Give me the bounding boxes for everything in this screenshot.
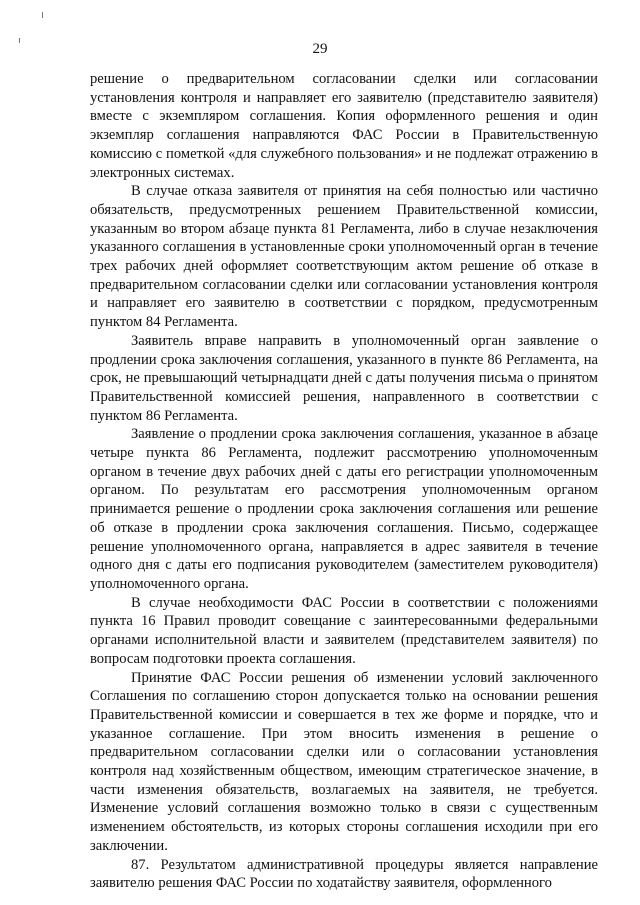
scan-mark [42,12,43,18]
paragraph-87-result: 87. Результатом административной процедуры является направление заявителю решения ФАС России по ходатайству заявителя, оформленного [90,856,598,892]
document-body [90,70,598,893]
paragraph-refusal: В случае отказа заявителя от принятия на себя полностью или частично обязательств, предусмотренных решением Правительственной комиссии, указанным во втором абзаце пункта 81 Регламента, либо в случае незаключения указанного соглашения в установленные сроки уполномоченный орган в течение трех рабочих дней оформляет соответствующим актом решение об отказе в предварительном согласовании сделки или согласовании установления контроля и направляет его заявителю в соответствии с порядком, предусмотренным пунктом 84 Регламента. [90,183,598,331]
paragraph-meeting: В случае необходимости ФАС России в соответствии с положениями пункта 16 Правил проводит совещание с заинтересованными федеральными органами исполнительной власти и заявителем (представителем заявителя) по вопросам подготовки проекта соглашения. [90,594,598,667]
paragraph-extension-request: Заявитель вправе направить в уполномоченный орган заявление о продлении срока заключения соглашения, указанного в пункте 86 Регламента, на срок, не превышающий четырнадцати дней с даты получения письма о принятом Правительственной комиссией решения, направленного в соответствии с пунктом 86 Регламента. [90,332,598,424]
paragraph-extension-review: Заявление о продлении срока заключения соглашения, указанное в абзаце четыре пункта 86 Регламента, подлежит рассмотрению уполномоченным органом в течение двух рабочих дней с даты его регистрации уполномоченным органом. По результатам его рассмотрения уполномоченным органом принимается решение о продлении срока заключения соглашения или решение об отказе в продлении срока заключения соглашения. Письмо, содержащее решение уполномоченного органа, направляется в адрес заявителя в течение одного дня с даты его подписания руководителем (заместителем руководителя) уполномоченного органа. [90,426,598,592]
paragraph-amendment: Принятие ФАС России решения об изменении условий заключенного Соглашения по соглашению сторон допускается только на основании решения Правительственной комиссии и совершается в тех же форме и порядке, что и указанное соглашение. При этом вносить изменения в решение о предварительном согласовании сделки или о согласовании установления контроля над хозяйственным обществом, имеющим стратегическое значение, в части изменения обязательств, возлагаемых на заявителя, не требуется. Изменение условий соглашения возможно только в связи с существенным изменением обстоятельств, из которых стороны соглашения исходили при его заключении. [90,669,598,854]
paragraph-continuation: решение о предварительном согласовании сделки или согласовании установления контроля и направляет его заявителю (представителю заявителя) вместе с экземпляром соглашения. Копия оформленного решения и один экземпляр соглашения направляются ФАС России в Правительственную комиссию с пометкой «для служебного пользования» и не подлежат отражению в электронных системах. [90,71,598,181]
page-number: 29 [312,41,328,57]
